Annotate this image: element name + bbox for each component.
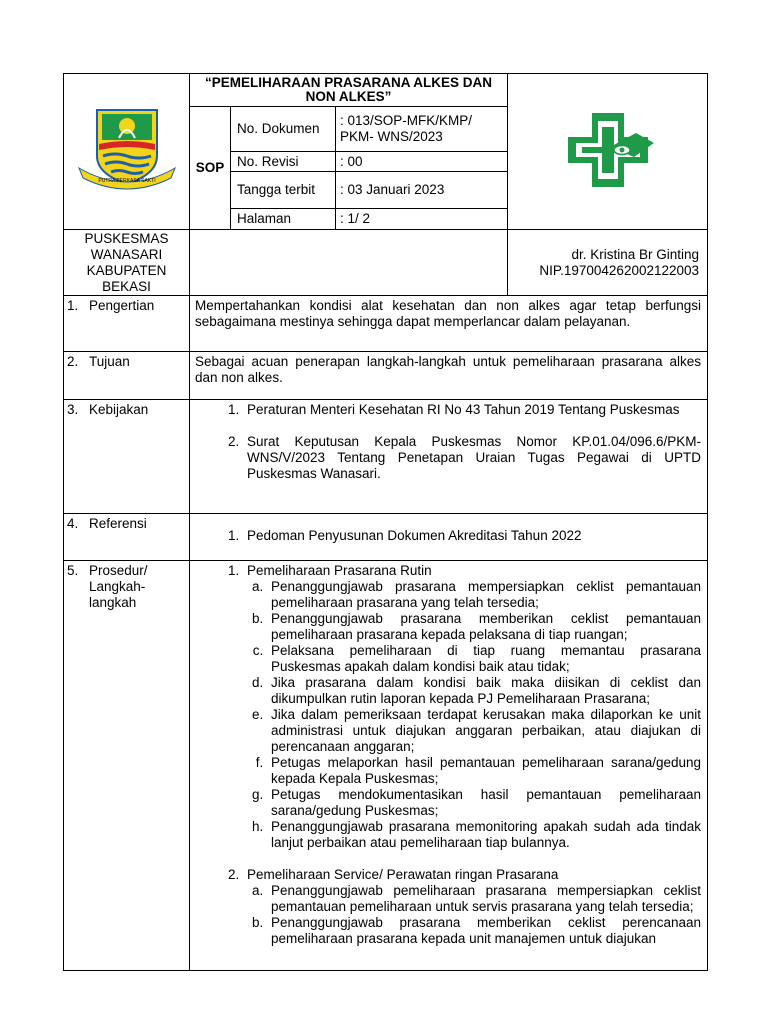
section-title: Referensi [89,516,147,531]
meta-value-no-dokumen: : 013/SOP-MFK/KMP/ PKM- WNS/2023 [336,107,508,152]
list-item: 2. Surat Keputusan Kepala Puskesmas Nomor KP.01.04/096.6/PKM-WNS/V/2023 Tentang Penetapan Uraian Tugas Pegawai di UPTD Puskesmas Wanasari. [243,434,701,482]
procedure-group [243,867,701,947]
meta-label-tanggal-terbit: Tangga terbit [231,172,336,209]
sop-table [63,73,708,971]
puskesmas-name: PUSKESMAS WANASARI KABUPATEN BEKASI [64,230,190,296]
puskesmas-logo-cell [508,74,708,230]
meta-label-no-revisi: No. Revisi [231,152,336,172]
meta-value-tanggal-terbit: : 03 Januari 2023 [336,172,508,209]
section-body-prosedur [190,561,708,971]
section-body-referensi [190,514,708,561]
section-title: Pengertian [89,298,155,313]
procedure-group-title: Pemeliharaan Prasarana Rutin [247,563,432,578]
emblem-ribbon-text: PUTRA PERKASA SAKTI [97,177,156,184]
procedure-step: d. Jika prasarana dalam kondisi baik maka diisikan di ceklist dan dikumpulkan rutin laporan kepada PJ Pemeliharaan Prasarana; [267,675,701,707]
section-title: Prosedur/ Langkah-langkah [89,563,148,610]
sop-document [63,73,707,971]
procedure-step: b. Penanggungjawab prasarana memberikan ceklist perencanaan pemeliharaan prasarana kepada unit manajemen untuk diajukan [267,915,701,947]
section-text-tujuan: Sebagai acuan penerapan langkah-langkah untuk pemeliharaan prasarana alkes dan non alkes. [190,352,708,400]
meta-value-no-revisi: : 00 [336,152,508,172]
procedure-step: h. Penanggungjawab prasarana memonitoring apakah sudah ada tindak lanjut perbaikan atau pemeliharaan tiap bulannya. [267,819,701,851]
section-number: 5. [67,563,79,578]
section-number: 3. [67,402,79,417]
section-text-pengertian: Mempertahankan kondisi alat kesehatan dan non alkes agar tetap berfungsi sebagaimana mestinya sehingga dapat memperlancar dalam pelayanan. [190,296,708,352]
section-number: 1. [67,298,79,313]
procedure-step: c. Pelaksana pemeliharaan di tiap ruang memantau prasarana Puskesmas apakah dalam kondisi baik atau tidak; [267,643,701,675]
signer-nip: NIP.197004262002122003 [539,262,700,278]
section-number: 2. [67,354,79,369]
section-title: Kebijakan [89,402,149,417]
procedure-steps [247,883,701,947]
section-label-pengertian [64,296,190,352]
procedure-steps [247,579,701,851]
kabupaten-bekasi-emblem-icon [75,104,179,196]
section-body-kebijakan [190,400,708,514]
referensi-list [195,528,701,544]
list-item: 1. Peraturan Menteri Kesehatan RI No 43 Tahun 2019 Tentang Puskesmas [243,402,701,418]
procedure-step: b. Penanggungjawab prasarana memberikan ceklist pemantauan pemeliharaan prasarana kepada pelaksana di tiap ruangan; [267,611,701,643]
section-label-referensi [64,514,190,561]
sop-label: SOP [190,107,231,230]
procedure-step: a. Penanggungjawab prasarana mempersiapkan ceklist pemantauan pemeliharaan prasarana yang telah tersedia; [267,579,701,611]
signer-name: dr. Kristina Br Ginting [571,246,700,262]
meta-label-halaman: Halaman [231,209,336,230]
procedure-step: g. Petugas mendokumentasikan hasil pemantauan pemeliharaan sarana/gedung Puskesmas; [267,787,701,819]
kebijakan-list [195,402,701,482]
page-title: “PEMELIHARAAN PRASARANA ALKES DAN NON ALKES” [190,74,508,107]
puskesmas-logo-icon [558,107,658,193]
section-number: 4. [67,516,79,531]
section-label-tujuan [64,352,190,400]
signer-block [508,230,708,296]
procedure-step: e. Jika dalam pemeriksaan terdapat kerusakan maka dilaporkan ke unit administrasi untuk diajukan anggaran perbaikan, atau diajukan di perencanaan anggaran; [267,707,701,755]
procedure-step: a. Penanggungjawab pemeliharaan prasarana mempersiapkan ceklist pemantauan pemeliharaan untuk servis prasarana yang telah tersedia; [267,883,701,915]
section-label-prosedur [64,561,190,971]
meta-value-halaman: : 1/ 2 [336,209,508,230]
procedure-group-title: Pemeliharaan Service/ Perawatan ringan Prasarana [247,867,559,882]
section-title: Tujuan [89,354,130,369]
procedure-step: f. Petugas melaporkan hasil pemantauan pemeliharaan sarana/gedung kepada Kepala Puskesmas; [267,755,701,787]
kabupaten-logo-cell [64,74,190,230]
blank-header-cell [190,230,508,296]
prosedur-list [195,563,701,947]
list-item: 1. Pedoman Penyusunan Dokumen Akreditasi Tahun 2022 [243,528,701,544]
section-label-kebijakan [64,400,190,514]
procedure-group [243,563,701,851]
meta-label-no-dokumen: No. Dokumen [231,107,336,152]
